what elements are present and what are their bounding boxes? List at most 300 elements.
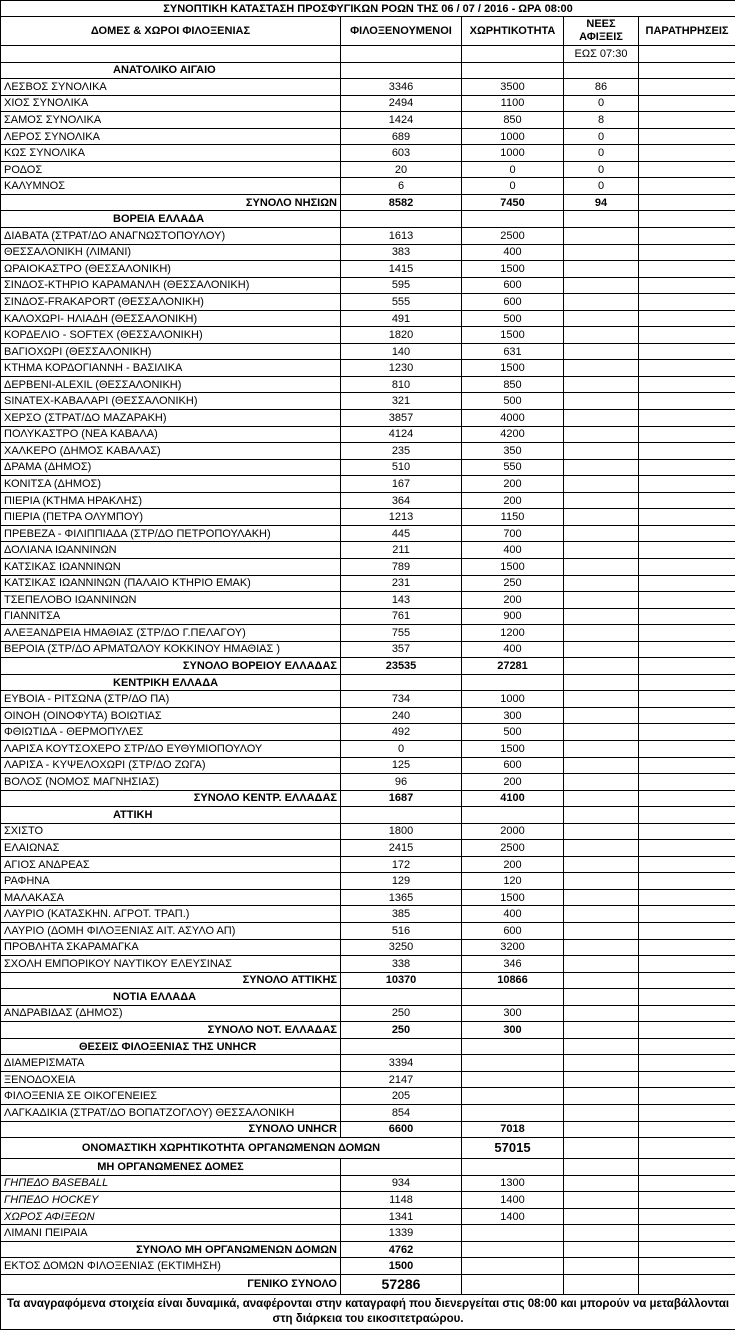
- table-row: [1, 376, 735, 393]
- row-label: ΩΡΑΙΟΚΑΣΤΡΟ (ΘΕΣΣΑΛΟΝΙΚΗ): [1, 261, 341, 278]
- arrivals-cell: [564, 1005, 639, 1022]
- row-label: ΠΙΕΡΙΑ (ΠΕΤΡΑ ΟΛΥΜΠΟΥ): [1, 509, 341, 526]
- row-label: ΟΙΝΟΗ (ΟΙΝΟΦΥΤΑ) ΒΟΙΩΤΙΑΣ: [1, 707, 341, 724]
- hosted-cell: 172: [341, 856, 462, 873]
- notes-cell: [639, 145, 735, 162]
- header-hosted: ΦΙΛΟΞΕΝΟΥΜΕΝΟΙ: [341, 17, 462, 46]
- title-row: [1, 1, 735, 17]
- arrivals-cell: [564, 1105, 639, 1122]
- row-label: ΜΑΛΑΚΑΣΑ: [1, 889, 341, 906]
- grand-total-row: [1, 1274, 735, 1294]
- capacity-cell: 120: [462, 873, 564, 890]
- arrivals-cell: [564, 426, 639, 443]
- hosted-cell: 810: [341, 376, 462, 393]
- capacity-cell: 0: [462, 161, 564, 178]
- hosted-cell: 854: [341, 1105, 462, 1122]
- notes-cell: [639, 228, 735, 245]
- row-label: ΧΑΛΚΕΡΟ (ΔΗΜΟΣ ΚΑΒΑΛΑΣ): [1, 443, 341, 460]
- arrivals-cell: [564, 1022, 639, 1039]
- capacity-cell: 900: [462, 608, 564, 625]
- arrivals-cell: [564, 922, 639, 939]
- arrivals-cell: 0: [564, 95, 639, 112]
- hosted-cell: 23535: [341, 658, 462, 675]
- notes-cell: [639, 922, 735, 939]
- table-row: [1, 525, 735, 542]
- arrivals-cell: [564, 410, 639, 427]
- notes-cell: [639, 244, 735, 261]
- hosted-cell: 0: [341, 740, 462, 757]
- table-row: [1, 476, 735, 493]
- arrivals-cell: [564, 774, 639, 791]
- notes-cell: [639, 939, 735, 956]
- arrivals-cell: [564, 443, 639, 460]
- capacity-cell: 1200: [462, 625, 564, 642]
- notes-cell: [639, 757, 735, 774]
- capacity-cell: 850: [462, 112, 564, 129]
- table-row: [1, 608, 735, 625]
- notes-cell: [639, 410, 735, 427]
- capacity-cell: 2000: [462, 823, 564, 840]
- total-row: [1, 1022, 735, 1039]
- table-row: [1, 410, 735, 427]
- arrivals-cell: [564, 1241, 639, 1258]
- table-row: [1, 1258, 735, 1275]
- capacity-cell: 1000: [462, 145, 564, 162]
- capacity-cell: 500: [462, 724, 564, 741]
- row-label: ΣΑΜΟΣ ΣΥΝΟΛΙΚΑ: [1, 112, 341, 129]
- row-label: ΛΑΓΚΑΔΙΚΙΑ (ΣΤΡΑΤ/ΔΟ ΒΟΠΑΤΖΟΓΛΟΥ) ΘΕΣΣΑΛΟΝΙΚΗ: [1, 1105, 341, 1122]
- capacity-cell: 1400: [462, 1192, 564, 1209]
- arrivals-cell: [564, 740, 639, 757]
- row-label: ΣΥΝΟΛΟ ΑΤΤΙΚΗΣ: [1, 972, 341, 989]
- capacity-cell: 3500: [462, 79, 564, 96]
- arrivals-cell: [564, 1088, 639, 1105]
- notes-cell: [639, 310, 735, 327]
- arrivals-cell: [564, 542, 639, 559]
- hosted-cell: 1424: [341, 112, 462, 129]
- capacity-cell: 2500: [462, 228, 564, 245]
- hosted-cell: 6600: [341, 1121, 462, 1138]
- notes-cell: [639, 840, 735, 857]
- hosted-cell: 2147: [341, 1071, 462, 1088]
- hosted-cell: 1148: [341, 1192, 462, 1209]
- table-row: [1, 740, 735, 757]
- arrivals-cell: [564, 956, 639, 973]
- table-row: [1, 691, 735, 708]
- arrivals-cell: 0: [564, 145, 639, 162]
- table-row: [1, 393, 735, 410]
- capacity-cell: 400: [462, 906, 564, 923]
- hosted-cell: 57286: [341, 1274, 462, 1294]
- notes-cell: [639, 558, 735, 575]
- capacity-cell: 10866: [462, 972, 564, 989]
- total-row: [1, 790, 735, 807]
- capacity-cell: 200: [462, 492, 564, 509]
- notes-cell: [639, 1208, 735, 1225]
- hosted-cell: 205: [341, 1088, 462, 1105]
- capacity-cell: 1500: [462, 327, 564, 344]
- row-label: ΧΩΡΟΣ ΑΦΙΞΕΩΝ: [1, 1208, 341, 1225]
- row-label: ΚΤΗΜΑ ΚΟΡΔΟΓΙΑΝΝΗ - ΒΑΣΙΛΙΚΑ: [1, 360, 341, 377]
- arrivals-cell: [564, 575, 639, 592]
- arrivals-cell: [564, 277, 639, 294]
- footer-note: Τα αναγραφόμενα στοιχεία είναι δυναμικά, αναφέρονται στην καταγραφή που διενεργείται στις 08:00 και μπορούν να μεταβάλλονται στη διάρκεια του εικοσιτετραώρου.: [1, 1294, 735, 1329]
- capacity-cell: 700: [462, 525, 564, 542]
- table-row: [1, 724, 735, 741]
- hosted-cell: 3857: [341, 410, 462, 427]
- row-label: ΣΙΝΔΟΣ-ΚΤΗΡΙΟ ΚΑΡΑΜΑΝΛΗ (ΘΕΣΣΑΛΟΝΙΚΗ): [1, 277, 341, 294]
- hosted-cell: 383: [341, 244, 462, 261]
- notes-cell: [639, 608, 735, 625]
- row-label: ΚΑΤΣΙΚΑΣ ΙΩΑΝΝΙΝΩΝ: [1, 558, 341, 575]
- table-row: [1, 277, 735, 294]
- table-row: [1, 956, 735, 973]
- hosted-cell: 1820: [341, 327, 462, 344]
- arrivals-cell: 0: [564, 178, 639, 195]
- header-notes: ΠΑΡΑΤΗΡΗΣΕΙΣ: [639, 17, 735, 46]
- table-row: [1, 244, 735, 261]
- notes-cell: [639, 277, 735, 294]
- notes-cell: [639, 1105, 735, 1122]
- table-row: [1, 492, 735, 509]
- row-label: ΛΑΡΙΣΑ - ΚΥΨΕΛΟΧΩΡΙ (ΣΤΡ/ΔΟ ΖΩΓΑ): [1, 757, 341, 774]
- row-label: ΠΟΛΥΚΑΣΤΡΟ (ΝΕΑ ΚΑΒΑΛΑ): [1, 426, 341, 443]
- notes-cell: [639, 261, 735, 278]
- hosted-cell: 211: [341, 542, 462, 559]
- capacity-cell: 1000: [462, 691, 564, 708]
- notes-cell: [639, 906, 735, 923]
- table-row: [1, 261, 735, 278]
- notes-cell: [639, 393, 735, 410]
- hosted-cell: 8582: [341, 194, 462, 211]
- hosted-cell: 20: [341, 161, 462, 178]
- section-header-row: [1, 674, 735, 691]
- header-row: [1, 17, 735, 46]
- arrivals-cell: [564, 1121, 639, 1138]
- capacity-cell: [462, 1071, 564, 1088]
- row-label: ΔΡΑΜΑ (ΔΗΜΟΣ): [1, 459, 341, 476]
- capacity-cell: 550: [462, 459, 564, 476]
- capacity-cell: [462, 1055, 564, 1072]
- notes-cell: [639, 1225, 735, 1242]
- notes-cell: [639, 889, 735, 906]
- hosted-cell: 125: [341, 757, 462, 774]
- arrivals-cell: [564, 1055, 639, 1072]
- section-title: ΜΗ ΟΡΓΑΝΩΜΕΝΕΣ ΔΟΜΕΣ: [1, 1159, 341, 1176]
- table-row: [1, 757, 735, 774]
- capacity-cell: 1150: [462, 509, 564, 526]
- hosted-cell: 789: [341, 558, 462, 575]
- arrivals-cell: 0: [564, 161, 639, 178]
- capacity-cell: 400: [462, 641, 564, 658]
- total-row: [1, 1241, 735, 1258]
- capacity-cell: 500: [462, 310, 564, 327]
- arrivals-cell: [564, 608, 639, 625]
- row-label: ΚΟΝΙΤΣΑ (ΔΗΜΟΣ): [1, 476, 341, 493]
- notes-cell: [639, 972, 735, 989]
- arrivals-cell: [564, 261, 639, 278]
- row-label: ΑΛΕΞΑΝΔΡΕΙΑ ΗΜΑΘΙΑΣ (ΣΤΡ/ΔΟ Γ.ΠΕΛΑΓΟΥ): [1, 625, 341, 642]
- capacity-cell: 300: [462, 707, 564, 724]
- hosted-cell: 689: [341, 128, 462, 145]
- arrivals-cell: 94: [564, 194, 639, 211]
- section-title: ΘΕΣΕΙΣ ΦΙΛΟΞΕΝΙΑΣ ΤΗΣ UNHCR: [1, 1038, 341, 1055]
- capacity-cell: 400: [462, 542, 564, 559]
- capacity-cell: 400: [462, 244, 564, 261]
- table-row: [1, 1225, 735, 1242]
- arrivals-cell: [564, 393, 639, 410]
- hosted-cell: 595: [341, 277, 462, 294]
- row-label: ΧΙΟΣ ΣΥΝΟΛΙΚΑ: [1, 95, 341, 112]
- row-label: ΓΕΝΙΚΟ ΣΥΝΟΛΟ: [1, 1274, 341, 1294]
- notes-cell: [639, 1071, 735, 1088]
- notes-cell: [639, 128, 735, 145]
- table-row: [1, 625, 735, 642]
- arrivals-cell: [564, 889, 639, 906]
- notes-cell: [639, 327, 735, 344]
- hosted-cell: 240: [341, 707, 462, 724]
- notes-cell: [639, 525, 735, 542]
- hosted-cell: 1687: [341, 790, 462, 807]
- row-label: ΓΗΠΕΔΟ HOCKEY: [1, 1192, 341, 1209]
- row-label: ΣΥΝΟΛΟ ΒΟΡΕΙΟΥ ΕΛΛΑΔΑΣ: [1, 658, 341, 675]
- capacity-cell: 7450: [462, 194, 564, 211]
- hosted-cell: 934: [341, 1175, 462, 1192]
- table-row: [1, 178, 735, 195]
- table-row: [1, 1105, 735, 1122]
- row-label: ΛΙΜΑΝΙ ΠΕΙΡΑΙΑ: [1, 1225, 341, 1242]
- table-row: [1, 459, 735, 476]
- notes-cell: [639, 1005, 735, 1022]
- table-row: [1, 873, 735, 890]
- row-label: ΞΕΝΟΔΟΧΕΙΑ: [1, 1071, 341, 1088]
- capacity-cell: 2500: [462, 840, 564, 857]
- table-row: [1, 443, 735, 460]
- total-row: [1, 972, 735, 989]
- notes-cell: [639, 1121, 735, 1138]
- notes-cell: [639, 790, 735, 807]
- arrivals-cell: [564, 509, 639, 526]
- subheader-row: [1, 46, 735, 63]
- table-row: [1, 310, 735, 327]
- section-title: ΚΕΝΤΡΙΚΗ ΕΛΛΑΔΑ: [1, 674, 341, 691]
- arrivals-cell: [564, 939, 639, 956]
- table-row: [1, 145, 735, 162]
- notes-cell: [639, 1175, 735, 1192]
- table-row: [1, 327, 735, 344]
- hosted-cell: 603: [341, 145, 462, 162]
- notes-cell: [639, 1022, 735, 1039]
- arrivals-cell: [564, 707, 639, 724]
- hosted-cell: 2415: [341, 840, 462, 857]
- capacity-cell: 1400: [462, 1208, 564, 1225]
- notes-cell: [639, 625, 735, 642]
- hosted-cell: 338: [341, 956, 462, 973]
- table-row: [1, 641, 735, 658]
- section-header-row: [1, 989, 735, 1006]
- notes-cell: [639, 724, 735, 741]
- report-title: ΣΥΝΟΠΤΙΚΗ ΚΑΤΑΣΤΑΣΗ ΠΡΟΣΦΥΓΙΚΩΝ ΡΟΩΝ ΤΗΣ 06 / 07 / 2016 - ΩΡΑ 08:00: [1, 1, 735, 17]
- notes-cell: [639, 592, 735, 609]
- table-row: [1, 360, 735, 377]
- row-label: ΛΑΥΡΙΟ (ΚΑΤΑΣΚΗΝ. ΑΓΡΟΤ. ΤΡΑΠ.): [1, 906, 341, 923]
- capacity-cell: 300: [462, 1005, 564, 1022]
- hosted-cell: 250: [341, 1005, 462, 1022]
- hosted-cell: 2494: [341, 95, 462, 112]
- header-structures: ΔΟΜΕΣ & ΧΩΡΟΙ ΦΙΛΟΞΕΝΙΑΣ: [1, 17, 341, 46]
- section-header-row: [1, 211, 735, 228]
- arrivals-cell: 86: [564, 79, 639, 96]
- notes-cell: [639, 774, 735, 791]
- row-label: ΑΝΔΡΑΒΙΔΑΣ (ΔΗΜΟΣ): [1, 1005, 341, 1022]
- arrivals-cell: [564, 1175, 639, 1192]
- notes-cell: [639, 194, 735, 211]
- capacity-cell: 600: [462, 294, 564, 311]
- capacity-cell: 57015: [462, 1138, 564, 1159]
- section-header-row: [1, 62, 735, 79]
- arrivals-cell: [564, 327, 639, 344]
- table-row: [1, 542, 735, 559]
- row-label: ΡΟΔΟΣ: [1, 161, 341, 178]
- arrivals-cell: [564, 873, 639, 890]
- row-label: ΠΙΕΡΙΑ (ΚΤΗΜΑ ΗΡΑΚΛΗΣ): [1, 492, 341, 509]
- capacity-cell: 500: [462, 393, 564, 410]
- hosted-cell: 1341: [341, 1208, 462, 1225]
- table-row: [1, 939, 735, 956]
- capacity-cell: [462, 1258, 564, 1275]
- notes-cell: [639, 79, 735, 96]
- arrivals-cell: [564, 376, 639, 393]
- row-label: ΟΝΟΜΑΣΤΙΚΗ ΧΩΡΗΤΙΚΟΤΗΤΑ ΟΡΓΑΝΩΜΕΝΩΝ ΔΟΜΩΝ: [1, 1138, 462, 1159]
- notes-cell: [639, 1088, 735, 1105]
- hosted-cell: 250: [341, 1022, 462, 1039]
- section-header-row: [1, 1159, 735, 1176]
- arrivals-cell: [564, 724, 639, 741]
- capacity-cell: 0: [462, 178, 564, 195]
- hosted-cell: 492: [341, 724, 462, 741]
- capacity-cell: 1500: [462, 558, 564, 575]
- arrivals-cell: [564, 294, 639, 311]
- notes-cell: [639, 492, 735, 509]
- table-row: [1, 1208, 735, 1225]
- table-row: [1, 1071, 735, 1088]
- capacity-cell: [462, 1088, 564, 1105]
- arrivals-cell: [564, 856, 639, 873]
- hosted-cell: 1213: [341, 509, 462, 526]
- arrivals-cell: [564, 691, 639, 708]
- section-header-row: [1, 807, 735, 824]
- capacity-cell: [462, 1225, 564, 1242]
- arrivals-cell: [564, 592, 639, 609]
- arrivals-cell: [564, 310, 639, 327]
- row-label: ΔΕΡΒΕΝΙ-ALEXIL (ΘΕΣΣΑΛΟΝΙΚΗ): [1, 376, 341, 393]
- notes-cell: [639, 443, 735, 460]
- hosted-cell: 357: [341, 641, 462, 658]
- hosted-cell: 385: [341, 906, 462, 923]
- table-row: [1, 575, 735, 592]
- row-label: ΣΥΝΟΛΟ ΚΕΝΤΡ. ΕΛΛΑΔΑΣ: [1, 790, 341, 807]
- row-label: ΠΡΕΒΕΖΑ - ΦΙΛΙΠΠΙΑΔΑ (ΣΤΡ/ΔΟ ΠΕΤΡΟΠΟΥΛΑΚΗ): [1, 525, 341, 542]
- capacity-cell: 600: [462, 757, 564, 774]
- row-label: ΕΥΒΟΙΑ - ΡΙΤΣΩΝΑ (ΣΤΡ/ΔΟ ΠΑ): [1, 691, 341, 708]
- capacity-cell: 4200: [462, 426, 564, 443]
- capacity-cell: [462, 1241, 564, 1258]
- hosted-cell: 1365: [341, 889, 462, 906]
- notes-cell: [639, 294, 735, 311]
- hosted-cell: 491: [341, 310, 462, 327]
- section-title: ΒΟΡΕΙΑ ΕΛΛΑΔΑ: [1, 211, 341, 228]
- table-row: [1, 558, 735, 575]
- capacity-cell: 200: [462, 592, 564, 609]
- hosted-cell: 1500: [341, 1258, 462, 1275]
- hosted-cell: 4762: [341, 1241, 462, 1258]
- capacity-cell: 1100: [462, 95, 564, 112]
- row-label: ΓΗΠΕΔΟ BASEBALL: [1, 1175, 341, 1192]
- table-row: [1, 95, 735, 112]
- row-label: ΤΣΕΠΕΛΟΒΟ ΙΩΑΝΝΙΝΩΝ: [1, 592, 341, 609]
- notes-cell: [639, 1055, 735, 1072]
- hosted-cell: 734: [341, 691, 462, 708]
- arrivals-cell: [564, 1208, 639, 1225]
- section-header-row: [1, 1038, 735, 1055]
- row-label: ΓΙΑΝΝΙΤΣΑ: [1, 608, 341, 625]
- table-row: [1, 922, 735, 939]
- capacity-cell: 250: [462, 575, 564, 592]
- notes-cell: [639, 376, 735, 393]
- hosted-cell: 364: [341, 492, 462, 509]
- row-label: ΑΓΙΟΣ ΑΝΔΡΕΑΣ: [1, 856, 341, 873]
- notes-cell: [639, 476, 735, 493]
- arrivals-cell: [564, 492, 639, 509]
- table-row: [1, 840, 735, 857]
- notes-cell: [639, 740, 735, 757]
- notes-cell: [639, 707, 735, 724]
- hosted-cell: 761: [341, 608, 462, 625]
- row-label: ΧΕΡΣΟ (ΣΤΡΑΤ/ΔΟ ΜΑΖΑΡΑΚΗ): [1, 410, 341, 427]
- arrivals-cell: [564, 840, 639, 857]
- hosted-cell: 167: [341, 476, 462, 493]
- table-row: [1, 1005, 735, 1022]
- row-label: ΛΕΡΟΣ ΣΥΝΟΛΙΚΑ: [1, 128, 341, 145]
- arrivals-cell: [564, 790, 639, 807]
- notes-cell: [639, 873, 735, 890]
- row-label: ΚΑΛΟΧΩΡΙ- ΗΛΙΑΔΗ (ΘΕΣΣΑΛΟΝΙΚΗ): [1, 310, 341, 327]
- row-label: ΣΥΝΟΛΟ UNHCR: [1, 1121, 341, 1138]
- notes-cell: [639, 459, 735, 476]
- capacity-cell: 346: [462, 956, 564, 973]
- table-row: [1, 592, 735, 609]
- footer-row: [1, 1294, 735, 1329]
- row-label: ΕΚΤΟΣ ΔΟΜΩΝ ΦΙΛΟΞΕΝΙΑΣ (ΕΚΤΙΜΗΣΗ): [1, 1258, 341, 1275]
- row-label: ΣΧΙΣΤΟ: [1, 823, 341, 840]
- notes-cell: [639, 1258, 735, 1275]
- capacity-cell: 4100: [462, 790, 564, 807]
- notes-cell: [639, 112, 735, 129]
- capacity-cell: 27281: [462, 658, 564, 675]
- section-title: ΝΟΤΙΑ ΕΛΛΑΔΑ: [1, 989, 341, 1006]
- row-label: ΣΙΝΔΟΣ-FRAKAPORT (ΘΕΣΣΑΛΟΝΙΚΗ): [1, 294, 341, 311]
- table-row: [1, 1192, 735, 1209]
- notes-cell: [639, 178, 735, 195]
- arrivals-cell: 0: [564, 128, 639, 145]
- hosted-cell: 1339: [341, 1225, 462, 1242]
- arrivals-cell: [564, 1258, 639, 1275]
- hosted-cell: 10370: [341, 972, 462, 989]
- row-label: ΣΧΟΛΗ ΕΜΠΟΡΙΚΟΥ ΝΑΥΤΙΚΟΥ ΕΛΕΥΣΙΝΑΣ: [1, 956, 341, 973]
- arrivals-cell: [564, 228, 639, 245]
- arrivals-cell: [564, 476, 639, 493]
- row-label: ΦΙΛΟΞΕΝΙΑ ΣΕ ΟΙΚΟΓΕΝΕΙΕΣ: [1, 1088, 341, 1105]
